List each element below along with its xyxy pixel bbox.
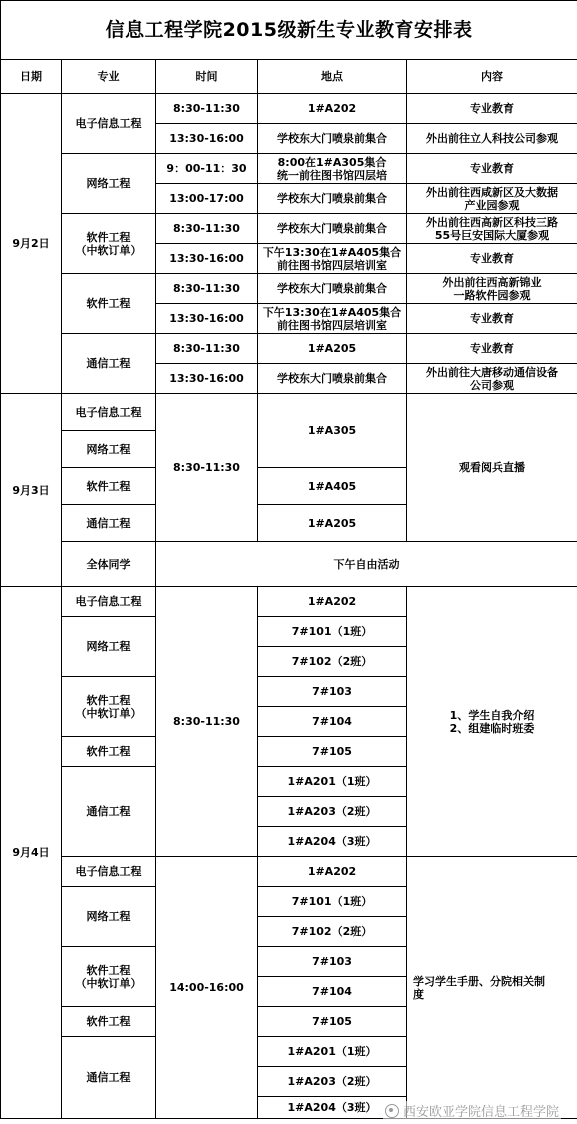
place-cell: 1#A202 (258, 857, 407, 887)
place-cell: 1#A201（1班） (258, 767, 407, 797)
time-cell: 14:00-16:00 (156, 857, 258, 1119)
place-cell: 7#104 (258, 707, 407, 737)
place-cell: 1#A204（3班） (258, 1097, 407, 1119)
time-cell: 13:30-16:00 (156, 244, 258, 274)
date-cell-sep4: 9月4日 (1, 587, 62, 1119)
place-cell: 1#A305 (258, 394, 407, 468)
place-cell: 7#102（2班） (258, 647, 407, 677)
major-cell: 电子信息工程 (62, 587, 156, 617)
major-cell: 网络工程 (62, 617, 156, 677)
time-cell: 8:30-11:30 (156, 274, 258, 304)
place-cell: 7#101（1班） (258, 887, 407, 917)
place-cell: 7#103 (258, 677, 407, 707)
time-cell: 8:30-11:30 (156, 587, 258, 857)
content-cell: 观看阅兵直播 (407, 394, 577, 542)
header-place: 地点 (258, 60, 407, 94)
place-cell: 1#A205 (258, 505, 407, 542)
time-cell: 13:30-16:00 (156, 364, 258, 394)
place-cell: 学校东大门喷泉前集合 (258, 364, 407, 394)
major-cell: 通信工程 (62, 1037, 156, 1119)
major-cell: 软件工程 （中软订单） (62, 947, 156, 1007)
content-cell: 专业教育 (407, 304, 577, 334)
time-cell: 13:30-16:00 (156, 304, 258, 334)
watermark-text: 西安欧亚学院信息工程学院 (402, 1105, 559, 1120)
major-cell: 通信工程 (62, 334, 156, 394)
content-cell: 学习学生手册、分院相关制 度 (407, 857, 577, 1119)
major-cell: 网络工程 (62, 154, 156, 214)
major-cell: 通信工程 (62, 505, 156, 542)
major-cell: 网络工程 (62, 887, 156, 947)
header-date: 日期 (1, 60, 62, 94)
watermark (383, 1101, 561, 1120)
major-cell: 全体同学 (62, 542, 156, 587)
content-cell: 外出前往西高新锦业 一路软件园参观 (407, 274, 577, 304)
major-cell: 软件工程 （中软订单） (62, 214, 156, 274)
place-cell: 7#105 (258, 1007, 407, 1037)
place-cell: 1#A203（2班） (258, 1067, 407, 1097)
time-cell: 13:00-17:00 (156, 184, 258, 214)
content-cell: 外出前往西高新区科技三路 55号巨安国际大厦参观 (407, 214, 577, 244)
time-cell: 8:30-11:30 (156, 94, 258, 124)
place-cell: 8:00在1#A305集合 统一前往图书馆四层培 (258, 154, 407, 184)
content-cell: 外出前往西咸新区及大数据 产业园参观 (407, 184, 577, 214)
place-cell: 7#101（1班） (258, 617, 407, 647)
content-cell: 专业教育 (407, 94, 577, 124)
content-cell: 外出前往大唐移动通信设备 公司参观 (407, 364, 577, 394)
place-cell: 下午13:30在1#A405集合 前往图书馆四层培训室 (258, 304, 407, 334)
place-cell: 7#102（2班） (258, 917, 407, 947)
header-major: 专业 (62, 60, 156, 94)
wechat-icon (385, 1104, 399, 1118)
place-cell: 下午13:30在1#A405集合 前往图书馆四层培训室 (258, 244, 407, 274)
date-cell-sep3: 9月3日 (1, 394, 62, 587)
place-cell: 学校东大门喷泉前集合 (258, 124, 407, 154)
content-cell: 下午自由活动 (156, 542, 577, 587)
major-cell: 软件工程 （中软订单） (62, 677, 156, 737)
major-cell: 电子信息工程 (62, 94, 156, 154)
place-cell: 7#105 (258, 737, 407, 767)
time-cell: 8:30-11:30 (156, 334, 258, 364)
place-cell: 1#A205 (258, 334, 407, 364)
date-cell-sep2: 9月2日 (1, 94, 62, 394)
content-cell: 1、学生自我介绍 2、组建临时班委 (407, 587, 577, 857)
page-title: 信息工程学院2015级新生专业教育安排表 (1, 1, 577, 60)
major-cell: 网络工程 (62, 431, 156, 468)
major-cell: 软件工程 (62, 274, 156, 334)
place-cell: 1#A202 (258, 94, 407, 124)
place-cell: 1#A201（1班） (258, 1037, 407, 1067)
time-cell: 8:30-11:30 (156, 214, 258, 244)
major-cell: 软件工程 (62, 1007, 156, 1037)
time-cell: 9：00-11：30 (156, 154, 258, 184)
place-cell: 学校东大门喷泉前集合 (258, 274, 407, 304)
time-cell: 13:30-16:00 (156, 124, 258, 154)
major-cell: 软件工程 (62, 468, 156, 505)
place-cell: 1#A202 (258, 587, 407, 617)
place-cell: 1#A405 (258, 468, 407, 505)
content-cell: 专业教育 (407, 154, 577, 184)
content-cell: 外出前往立人科技公司参观 (407, 124, 577, 154)
place-cell: 1#A203（2班） (258, 797, 407, 827)
major-cell: 通信工程 (62, 767, 156, 857)
place-cell: 7#103 (258, 947, 407, 977)
time-cell: 8:30-11:30 (156, 394, 258, 542)
content-cell: 专业教育 (407, 334, 577, 364)
place-cell: 1#A204（3班） (258, 827, 407, 857)
header-time: 时间 (156, 60, 258, 94)
header-content: 内容 (407, 60, 577, 94)
major-cell: 软件工程 (62, 737, 156, 767)
major-cell: 电子信息工程 (62, 857, 156, 887)
place-cell: 学校东大门喷泉前集合 (258, 214, 407, 244)
place-cell: 7#104 (258, 977, 407, 1007)
content-cell: 专业教育 (407, 244, 577, 274)
place-cell: 学校东大门喷泉前集合 (258, 184, 407, 214)
major-cell: 电子信息工程 (62, 394, 156, 431)
